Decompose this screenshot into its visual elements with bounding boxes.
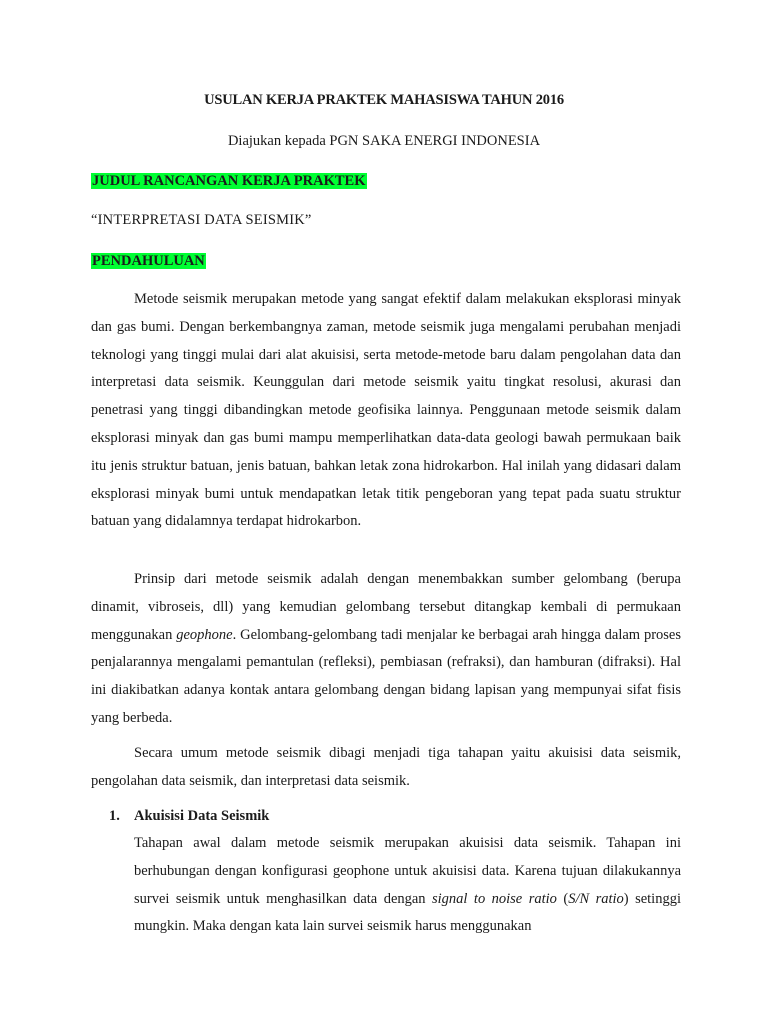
paragraph-1 [91,286,681,536]
paragraph-3-text: Secara umum metode seismik dibagi menjadi tiga tahapan yaitu akuisisi data seismik, pengolahan data seismik, dan interpretasi data seismik. [91,745,681,789]
paragraph-3 [91,740,681,796]
document-title: USULAN KERJA PRAKTEK MAHASISWA TAHUN 2016 [204,92,564,108]
paragraph-1-text: Metode seismik merupakan metode yang sangat efektif dalam melakukan eksplorasi minyak dan gas bumi. Dengan berkembangnya zaman, metode seismik juga mengalami perubahan menjadi teknologi yang tinggi mulai dari alat akuisisi, serta metode-metode baru dalam pengolahan data dan interpretasi data seismik. Keunggulan dari metode seismik yaitu tingkat resolusi, akurasi dan penetrasi yang tinggi dibandingkan metode geofisika lainnya. Penggunaan metode seismik dalam eksplorasi minyak dan gas bumi mampu memperlihatkan data-data geologi bawah permukaan baik itu jenis struktur batuan, jenis batuan, bahkan letak zona hidrokarbon. Hal inilah yang didasari dalam eksplorasi minyak bumi untuk mendapatkan letak titik pengeboran yang tepat pada suatu struktur batuan yang didalamnya terdapat hidrokarbon. [91,291,681,530]
heading-judul-label: JUDUL RANCANGAN KERJA PRAKTEK [92,173,366,189]
heading-pendahuluan-label: PENDAHULUAN [92,253,205,269]
document-subtitle: Diajukan kepada PGN SAKA ENERGI INDONESIA [227,133,541,149]
list-item-body [134,830,681,941]
heading-pendahuluan [91,252,206,270]
paragraph-2-part1: Prinsip dari metode seismik adalah dengan menembakkan sumber gelombang (berupa dinamit, vibroseis, dll) yang kemudian gelombang tersebut ditangkap kembali di permukaan menggunakan [91,571,681,643]
paragraph-2-text [91,566,681,733]
heading-judul [91,172,367,190]
list-item-part1: Tahapan awal dalam metode seismik merupakan akuisisi data seismik. Tahapan ini berhubungan dengan konfigurasi geophone untuk akuisisi data. Karena tujuan dilakukannya survei seismik untuk menghasilkan data dengan [134,835,681,907]
list-item-title: Akuisisi Data Seismik [134,808,270,824]
list-item-part2: ( [556,890,569,907]
paragraph-2-italic: geophone [176,626,233,643]
list-item-italic1: signal to noise ratio [432,890,557,907]
paragraph-2 [91,566,681,733]
list-item-number: 1. [109,808,120,824]
judul-text: “INTERPRETASI DATA SEISMIK” [91,212,312,228]
list-item-italic2: S/N ratio [568,890,624,907]
paragraph-2-part2: . Gelombang-gelombang tadi menjalar ke berbagai arah hingga dalam proses penjalarannya mengalami pemantulan (refleksi), pembiasan (refraksi), dan hamburan (difraksi). Hal ini diakibatkan adanya kontak antara gelombang dengan bidang lapisan yang mempunyai sifat fisis yang berbeda. [91,626,681,726]
list-item-part3: ) setinggi mungkin. Maka dengan kata lain survei seismik harus menggunakan [134,890,681,935]
